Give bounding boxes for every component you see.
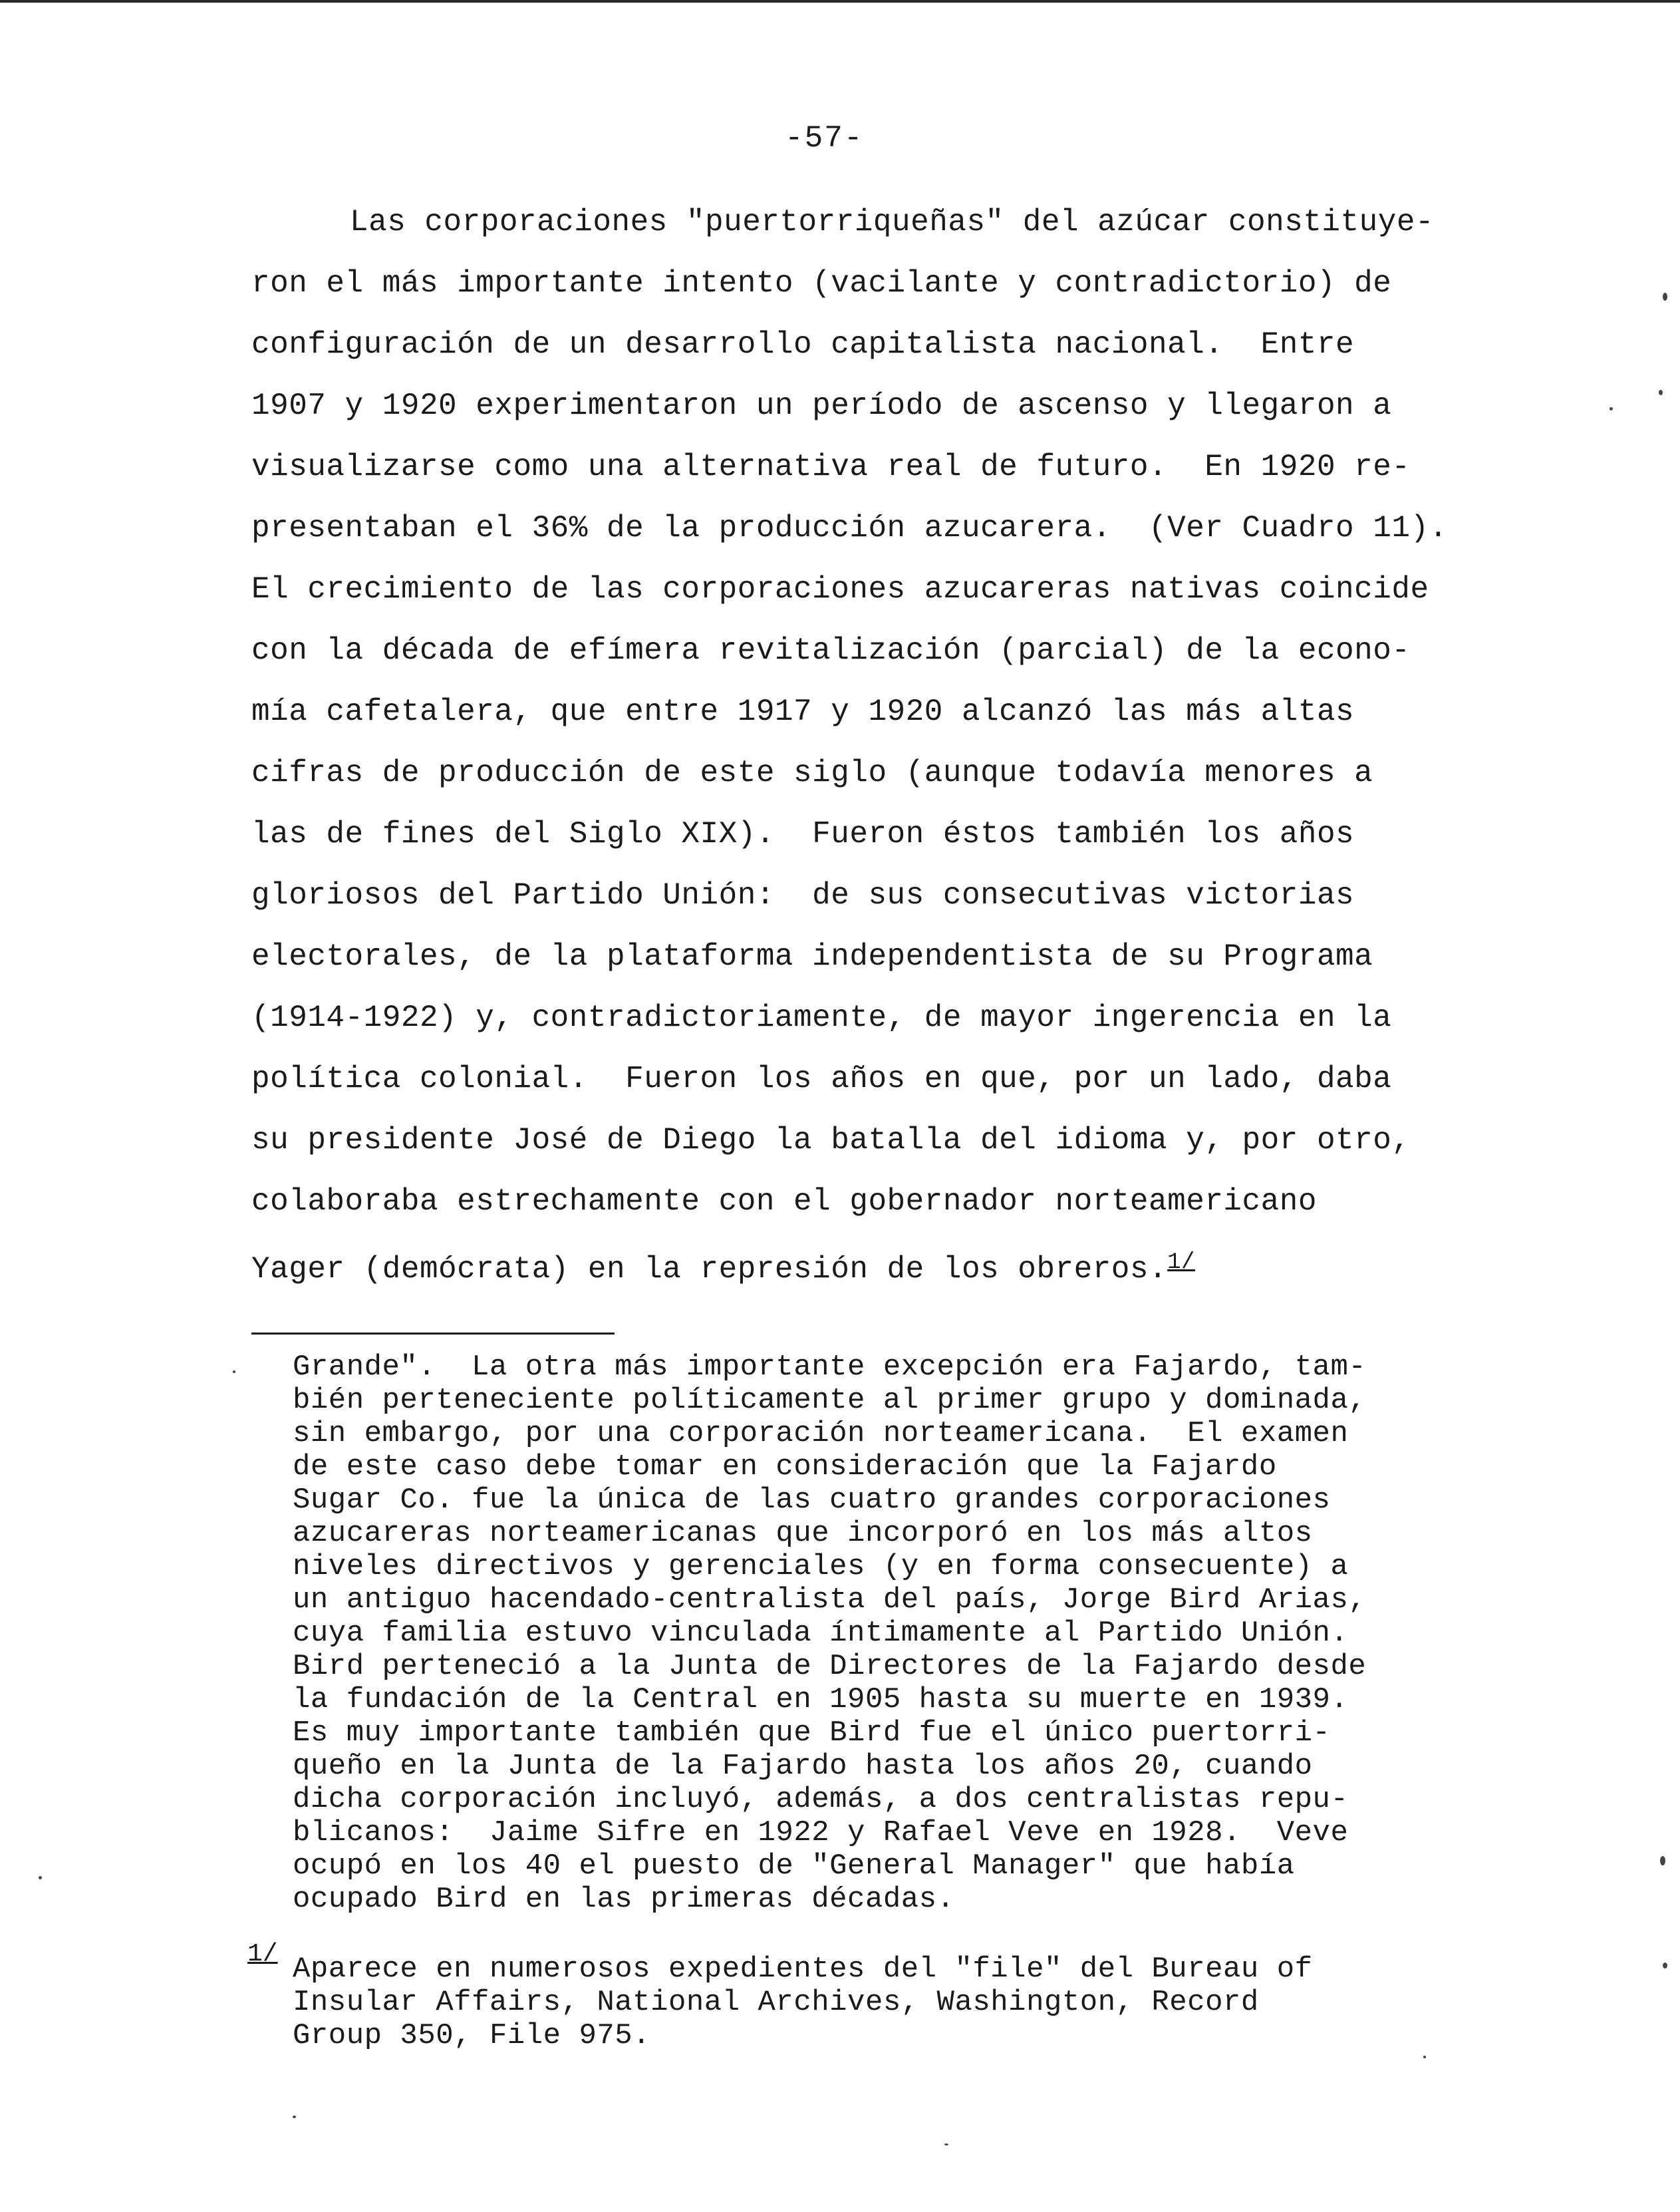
footnote-line: niveles directivos y gerenciales (y en forma consecuente) a <box>293 1550 1349 1583</box>
footnote-line: Bird perteneció a la Junta de Directores de la Fajardo desde <box>293 1650 1367 1683</box>
body-line: El crecimiento de las corporaciones azucareras nativas coincide <box>251 572 1429 607</box>
footnote-1-marker: 1/ <box>247 1940 278 1969</box>
scan-speck <box>39 1876 42 1879</box>
body-line: visualizarse como una alternativa real de futuro. En 1920 re- <box>251 450 1411 484</box>
body-line: (1914-1922) y, contradictoriamente, de mayor ingerencia en la <box>251 1001 1392 1035</box>
body-line: Las corporaciones "puertorriqueñas" del azúcar constituye- <box>350 205 1435 239</box>
body-line: su presidente José de Diego la batalla del idioma y, por otro, <box>251 1123 1411 1158</box>
scan-speck <box>1663 1963 1667 1969</box>
footnote-line: dicha corporación incluyó, además, a dos centralistas repu- <box>293 1783 1349 1816</box>
footnote-line: Group 350, File 975. <box>293 2019 651 2052</box>
body-line-last <box>251 1232 1535 1293</box>
footnote-line: Es muy importante también que Bird fue el único puertorri- <box>293 1716 1331 1750</box>
footnote-reference: 1/ <box>1167 1250 1195 1275</box>
body-line: las de fines del Siglo XIX). Fueron éstos también los años <box>251 817 1355 852</box>
footnote-line: queño en la Junta de la Fajardo hasta los años 20, cuando <box>293 1750 1313 1783</box>
scan-speck <box>944 2143 948 2145</box>
body-line-last-text: Yager (demócrata) en la represión de los obreros. <box>251 1252 1168 1287</box>
page-number: -57- <box>785 121 864 156</box>
body-line: configuración de un desarrollo capitalista nacional. Entre <box>251 327 1355 362</box>
scan-speck <box>233 1370 235 1373</box>
footnote-line: Insular Affairs, National Archives, Washington, Record <box>293 1986 1259 2019</box>
scan-speck <box>1423 2056 1426 2058</box>
footnote-line: de este caso debe tomar en consideración que la Fajardo <box>293 1450 1277 1484</box>
footnote-line: azucareras norteamericanas que incorporó en los más altos <box>293 1517 1313 1550</box>
scan-speck <box>1660 1856 1665 1865</box>
footnote-line: blicanos: Jaime Sifre en 1922 y Rafael Veve en 1928. Veve <box>293 1816 1349 1849</box>
footnote-1 <box>293 1953 1516 2052</box>
body-line: con la década de efímera revitalización (parcial) de la econo- <box>251 633 1411 668</box>
footnote-line: un antiguo hacendado-centralista del país, Jorge Bird Arias, <box>293 1583 1367 1617</box>
body-line: gloriosos del Partido Unión: de sus consecutivas victorias <box>251 878 1355 913</box>
footnote-line: cuya familia estuvo vinculada íntimamente al Partido Unión. <box>293 1617 1349 1650</box>
footnote-continued <box>293 1350 1516 1916</box>
footnote-line: la fundación de la Central en 1905 hasta su muerte en 1939. <box>293 1683 1349 1716</box>
body-line: colaboraba estrechamente con el gobernador norteamericano <box>251 1184 1317 1219</box>
scan-speck <box>1663 293 1667 301</box>
body-line: electorales, de la plataforma independentista de su Programa <box>251 939 1373 974</box>
body-line: presentaban el 36% de la producción azucarera. (Ver Cuadro 11). <box>251 511 1448 546</box>
page-top-edge <box>0 0 1680 3</box>
body-line: 1907 y 1920 experimentaron un período de ascenso y llegaron a <box>251 389 1392 423</box>
footnote-line: ocupado Bird en las primeras décadas. <box>293 1883 955 1916</box>
footnote-line: Sugar Co. fue la única de las cuatro grandes corporaciones <box>293 1484 1331 1517</box>
footnote-line: Grande". La otra más importante excepción era Fajardo, tam- <box>293 1350 1367 1384</box>
footnote-line: bién perteneciente políticamente al primer grupo y dominada, <box>293 1384 1367 1417</box>
scan-speck <box>1610 407 1613 410</box>
body-line: política colonial. Fueron los años en que, por un lado, daba <box>251 1062 1392 1096</box>
scan-speck <box>293 2116 296 2118</box>
body-text <box>251 192 1535 1293</box>
footnote-separator-rule <box>251 1333 615 1335</box>
body-line: cifras de producción de este siglo (aunque todavía menores a <box>251 756 1373 790</box>
body-line: mía cafetalera, que entre 1917 y 1920 alcanzó las más altas <box>251 695 1355 729</box>
footnote-line: sin embargo, por una corporación norteamericana. El examen <box>293 1417 1349 1450</box>
scan-speck <box>1659 390 1663 395</box>
body-line: ron el más importante intento (vacilante y contradictorio) de <box>251 266 1392 301</box>
footnote-line: Aparece en numerosos expedientes del "file" del Bureau of <box>293 1953 1313 1986</box>
footnote-line: ocupó en los 40 el puesto de "General Manager" que había <box>293 1849 1295 1883</box>
